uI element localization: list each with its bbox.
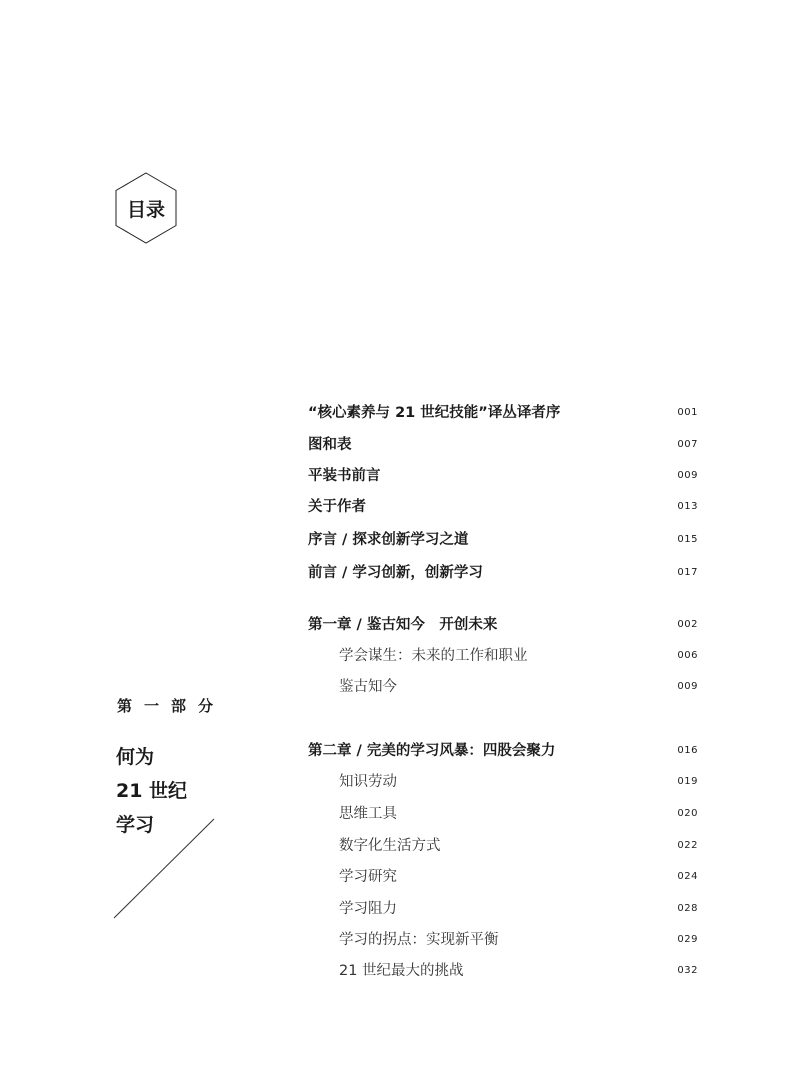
toc-chapter-title: 第一章 / 鉴古知今 开创未来 xyxy=(308,617,498,633)
toc-section[interactable] xyxy=(308,835,698,857)
decorative-diagonal-line xyxy=(112,818,216,920)
toc-entry-title: 图和表 xyxy=(308,437,352,453)
toc-section-title: 学习研究 xyxy=(339,869,397,885)
part-title-line: 学习 xyxy=(116,814,155,836)
toc-section-page: 006 xyxy=(677,650,698,661)
toc-entry[interactable] xyxy=(308,434,698,456)
toc-chapter[interactable] xyxy=(308,614,698,636)
toc-section-title: 鉴古知今 xyxy=(339,679,397,695)
toc-entry-page: 017 xyxy=(677,567,698,578)
part-label: 第一部分 xyxy=(117,697,226,715)
toc-title-badge xyxy=(115,172,177,244)
toc-section-page: 022 xyxy=(677,840,698,851)
toc-chapter-page: 016 xyxy=(677,745,698,756)
toc-section-page: 020 xyxy=(677,808,698,819)
toc-entry-page: 007 xyxy=(677,439,698,450)
toc-section-title: 数字化生活方式 xyxy=(339,838,441,854)
toc-section-page: 019 xyxy=(677,776,698,787)
toc-entry-page: 015 xyxy=(677,534,698,545)
toc-section[interactable] xyxy=(308,898,698,920)
toc-section-page: 028 xyxy=(677,903,698,914)
toc-entry[interactable] xyxy=(308,496,698,518)
part-title-line: 何为 xyxy=(116,746,155,768)
toc-entry-title: 序言 / 探求创新学习之道 xyxy=(308,532,469,548)
toc-section-title: 21 世纪最大的挑战 xyxy=(339,963,464,979)
toc-section[interactable] xyxy=(308,676,698,698)
toc-section-title: 学习阻力 xyxy=(339,901,397,917)
toc-entry-title: 前言 / 学习创新，创新学习 xyxy=(308,565,483,581)
toc-entry-title: “核心素养与 21 世纪技能”译丛译者序 xyxy=(308,405,561,421)
toc-section-title: 思维工具 xyxy=(339,806,397,822)
toc-section-page: 032 xyxy=(677,965,698,976)
toc-chapter-title: 第二章 / 完美的学习风暴：四股会聚力 xyxy=(308,743,556,759)
toc-section[interactable] xyxy=(308,803,698,825)
toc-entry[interactable] xyxy=(308,529,698,551)
toc-entry-page: 013 xyxy=(677,501,698,512)
page-title: 目录 xyxy=(126,198,165,221)
toc-section[interactable] xyxy=(308,866,698,888)
toc-entry-page: 001 xyxy=(677,407,698,418)
toc-section-title: 知识劳动 xyxy=(339,774,397,790)
toc-chapter-page: 002 xyxy=(677,619,698,630)
toc-entry-title: 平装书前言 xyxy=(308,468,381,484)
toc-entry[interactable] xyxy=(308,465,698,487)
toc-entry-page: 009 xyxy=(677,470,698,481)
toc-section-page: 024 xyxy=(677,871,698,882)
toc-section[interactable] xyxy=(308,960,698,982)
toc-section-page: 029 xyxy=(677,934,698,945)
toc-section-page: 009 xyxy=(677,681,698,692)
toc-section-title: 学会谋生：未来的工作和职业 xyxy=(339,648,528,664)
toc-section[interactable] xyxy=(308,771,698,793)
part-title-line: 21 世纪 xyxy=(116,780,188,802)
toc-section[interactable] xyxy=(308,645,698,667)
toc-entry-title: 关于作者 xyxy=(308,499,366,515)
toc-entry[interactable] xyxy=(308,402,698,424)
toc-section-title: 学习的拐点：实现新平衡 xyxy=(339,932,499,948)
toc-section[interactable] xyxy=(308,929,698,951)
toc-entry[interactable] xyxy=(308,562,698,584)
toc-chapter[interactable] xyxy=(308,740,698,762)
